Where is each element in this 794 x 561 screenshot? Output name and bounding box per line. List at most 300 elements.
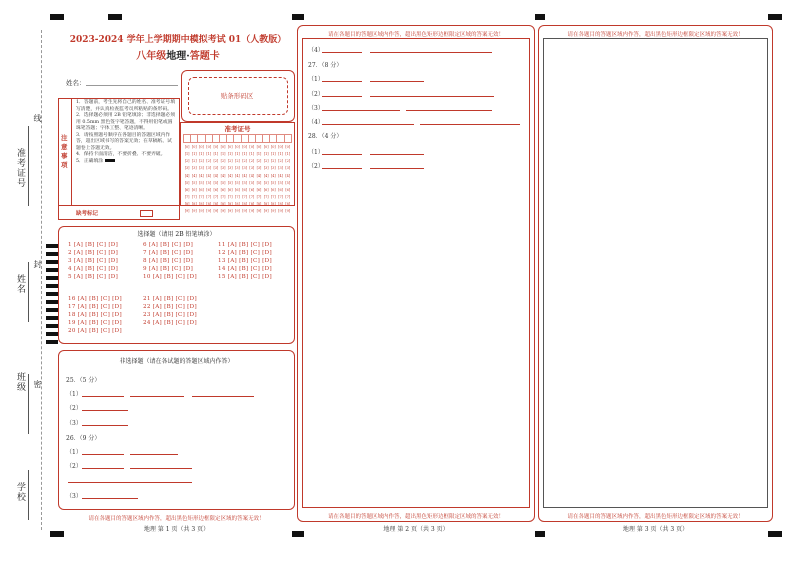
- exam-no-write-cell[interactable]: [284, 135, 291, 143]
- answer-line[interactable]: [370, 154, 424, 155]
- alignment-mark: [292, 14, 304, 20]
- answer-line[interactable]: [322, 154, 362, 155]
- exam-no-bubble[interactable]: [8]: [191, 202, 197, 207]
- exam-no-bubble[interactable]: [1]: [220, 151, 226, 156]
- choice-number: 8: [143, 258, 147, 264]
- exam-no-bubble[interactable]: [8]: [235, 202, 240, 207]
- timing-mark: [46, 340, 58, 344]
- exam-no-bubble[interactable]: [7]: [263, 195, 269, 200]
- exam-no-bubble[interactable]: [5]: [184, 180, 190, 185]
- sub-question-label: （3）: [66, 493, 82, 500]
- exam-no-bubble[interactable]: [6]: [199, 187, 204, 192]
- exam-no-bubble[interactable]: [4]: [256, 173, 262, 178]
- choice-options[interactable]: [A] [B] [C] [D]: [148, 250, 194, 256]
- exam-no-write-cell[interactable]: [234, 135, 241, 143]
- exam-no-bubble[interactable]: [2]: [199, 159, 204, 164]
- exam-no-bubble[interactable]: [0]: [249, 144, 255, 149]
- exam-no-bubble[interactable]: [3]: [184, 166, 190, 171]
- exam-no-bubble[interactable]: [7]: [227, 195, 233, 200]
- exam-no-bubble[interactable]: [6]: [235, 187, 240, 192]
- exam-no-write-cell[interactable]: [219, 135, 226, 143]
- exam-no-write-cell[interactable]: [241, 135, 248, 143]
- answer-frame[interactable]: [543, 38, 768, 508]
- exam-no-bubble[interactable]: [4]: [213, 173, 219, 178]
- exam-no-bubble[interactable]: [1]: [199, 151, 204, 156]
- exam-no-bubble[interactable]: [6]: [213, 187, 219, 192]
- exam-no-bubble[interactable]: [8]: [242, 202, 247, 207]
- grade-label: 八年级: [136, 51, 167, 62]
- exam-no-bubble[interactable]: [2]: [206, 159, 212, 164]
- exam-no-bubble[interactable]: [5]: [249, 180, 255, 185]
- exam-no-bubble[interactable]: [7]: [220, 195, 226, 200]
- side-label-school: 学校: [15, 482, 25, 502]
- answer-line[interactable]: [322, 52, 362, 53]
- exam-no-bubble[interactable]: [9]: [206, 209, 212, 214]
- choice-options[interactable]: [A] [B] [C] [D]: [148, 258, 194, 264]
- nonchoice-title: 非选择题（请在各试题的答题区域内作答）: [119, 358, 234, 365]
- exam-no-bubble[interactable]: [1]: [263, 151, 269, 156]
- subtitle-sep: ·: [186, 51, 190, 62]
- exam-no-bubble[interactable]: [0]: [191, 144, 197, 149]
- choice-item[interactable]: [68, 320, 122, 326]
- choice-options[interactable]: [A] [B] [C] [D]: [227, 242, 272, 248]
- exam-no-bubble[interactable]: [4]: [278, 173, 283, 178]
- exam-no-bubble[interactable]: [0]: [285, 144, 291, 149]
- exam-no-bubble[interactable]: [9]: [235, 209, 240, 214]
- exam-no-bubble[interactable]: [1]: [227, 151, 233, 156]
- exam-no-bubble[interactable]: [3]: [242, 166, 247, 171]
- exam-no-write-cell[interactable]: [277, 135, 284, 143]
- exam-no-bubble[interactable]: [8]: [199, 202, 204, 207]
- exam-no-write-cell[interactable]: [263, 135, 270, 143]
- exam-no-bubble[interactable]: [5]: [199, 180, 204, 185]
- exam-no-bubble[interactable]: [6]: [249, 187, 255, 192]
- exam-no-bubble[interactable]: [3]: [249, 166, 255, 171]
- exam-no-write-cell[interactable]: [212, 135, 219, 143]
- answer-line[interactable]: [322, 124, 414, 125]
- exam-no-bubble[interactable]: [2]: [242, 159, 247, 164]
- choice-options[interactable]: [A] [B] [C] [D]: [77, 312, 122, 318]
- choice-item[interactable]: [143, 266, 193, 272]
- choice-item[interactable]: [218, 274, 272, 280]
- exam-no-bubble[interactable]: [6]: [206, 187, 212, 192]
- choice-options[interactable]: [A] [B] [C] [D]: [77, 296, 122, 302]
- side-fill-line: [28, 262, 29, 322]
- exam-no-bubble[interactable]: [0]: [227, 144, 233, 149]
- choice-item[interactable]: [68, 328, 122, 334]
- exam-no-bubble[interactable]: [9]: [220, 209, 226, 214]
- exam-no-bubble[interactable]: [5]: [227, 180, 233, 185]
- absent-checkbox[interactable]: [140, 210, 153, 217]
- choice-options[interactable]: [A] [B] [C] [D]: [73, 266, 119, 272]
- exam-no-bubble[interactable]: [8]: [270, 202, 276, 207]
- exam-no-bubble[interactable]: [8]: [220, 202, 226, 207]
- exam-no-bubble[interactable]: [4]: [235, 173, 240, 178]
- choice-options[interactable]: [A] [B] [C] [D]: [227, 258, 272, 264]
- exam-no-bubble[interactable]: [2]: [191, 159, 197, 164]
- exam-no-bubble[interactable]: [7]: [191, 195, 197, 200]
- exam-no-bubble[interactable]: [6]: [191, 187, 197, 192]
- choice-grid[interactable]: [68, 242, 288, 340]
- exam-no-bubble[interactable]: [3]: [278, 166, 283, 171]
- exam-no-bubble[interactable]: [3]: [227, 166, 233, 171]
- answer-line[interactable]: [130, 468, 192, 469]
- timing-mark: [46, 276, 58, 280]
- exam-no-bubble[interactable]: [9]: [227, 209, 233, 214]
- card-label: 答题卡: [189, 51, 220, 62]
- exam-no-bubble[interactable]: [4]: [206, 173, 212, 178]
- notes-title: 注意事项: [61, 134, 68, 169]
- choice-item[interactable]: [143, 296, 197, 302]
- exam-no-write-cell[interactable]: [191, 135, 198, 143]
- exam-no-bubble[interactable]: [2]: [227, 159, 233, 164]
- choice-item[interactable]: [218, 258, 272, 264]
- exam-no-bubble[interactable]: [8]: [278, 202, 283, 207]
- sub-question-label: （1）: [308, 76, 324, 83]
- exam-no-bubble[interactable]: [5]: [242, 180, 247, 185]
- sub-question-label: （1）: [308, 149, 324, 156]
- exam-no-bubble[interactable]: [1]: [235, 151, 240, 156]
- exam-no-grid[interactable]: [183, 134, 292, 215]
- exam-no-write-cell[interactable]: [248, 135, 255, 143]
- exam-no-bubble[interactable]: [3]: [263, 166, 269, 171]
- answer-line[interactable]: [420, 124, 520, 125]
- sub-question-label: （2）: [308, 91, 324, 98]
- exam-no-bubble[interactable]: [7]: [256, 195, 262, 200]
- timing-mark: [46, 300, 58, 304]
- choice-item[interactable]: [143, 242, 193, 248]
- exam-no-bubble[interactable]: [4]: [242, 173, 247, 178]
- exam-no-bubble[interactable]: [6]: [184, 187, 190, 192]
- choice-options[interactable]: [A] [B] [C] [D]: [148, 242, 194, 248]
- exam-no-bubble[interactable]: [2]: [249, 159, 255, 164]
- choice-options[interactable]: [A] [B] [C] [D]: [227, 274, 272, 280]
- exam-no-bubble[interactable]: [6]: [220, 187, 226, 192]
- exam-no-bubble[interactable]: [0]: [270, 144, 276, 149]
- exam-no-bubble[interactable]: [3]: [191, 166, 197, 171]
- answer-line[interactable]: [322, 168, 362, 169]
- exam-no-bubble[interactable]: [4]: [249, 173, 255, 178]
- exam-no-bubble[interactable]: [8]: [227, 202, 233, 207]
- choice-item[interactable]: [68, 312, 122, 318]
- exam-no-bubble[interactable]: [6]: [227, 187, 233, 192]
- answer-line[interactable]: [322, 81, 362, 82]
- exam-no-bubble[interactable]: [7]: [278, 195, 283, 200]
- exam-no-bubble[interactable]: [3]: [199, 166, 204, 171]
- answer-line[interactable]: [82, 498, 138, 499]
- choice-number: 10: [143, 274, 151, 280]
- exam-no-bubble[interactable]: [5]: [256, 180, 262, 185]
- exam-no-bubble[interactable]: [4]: [220, 173, 226, 178]
- choice-item[interactable]: [68, 250, 118, 256]
- exam-no-bubble[interactable]: [4]: [227, 173, 233, 178]
- nonchoice-section: [58, 350, 295, 510]
- exam-no-bubble[interactable]: [7]: [184, 195, 190, 200]
- exam-no-bubble[interactable]: [7]: [242, 195, 247, 200]
- choice-item[interactable]: [143, 320, 197, 326]
- exam-no-bubble[interactable]: [0]: [242, 144, 247, 149]
- choice-item[interactable]: [218, 250, 272, 256]
- choice-number: 19: [68, 320, 76, 326]
- exam-no-write-cell[interactable]: [227, 135, 234, 143]
- answer-line[interactable]: [370, 81, 424, 82]
- exam-no-bubble[interactable]: [2]: [256, 159, 262, 164]
- choice-item[interactable]: [143, 250, 193, 256]
- exam-no-bubble[interactable]: [1]: [249, 151, 255, 156]
- exam-no-bubble[interactable]: [8]: [213, 202, 219, 207]
- page-subtitle: [58, 47, 298, 62]
- choice-options[interactable]: [A] [B] [C] [D]: [227, 250, 272, 256]
- question-28: 28．（4 分）: [308, 133, 343, 140]
- exam-no-bubble[interactable]: [9]: [270, 209, 276, 214]
- exam-no-bubble[interactable]: [9]: [199, 209, 204, 214]
- note-item: 2．选择题必须用 2B 铅笔填涂；非选择题必须用 0.5mm 黑色签字笔答题，不得用铅笔或圆珠笔答题；字体工整、笔迹清晰。: [76, 113, 176, 131]
- choice-number: 4: [68, 266, 72, 272]
- choice-item[interactable]: [68, 266, 118, 272]
- exam-no-bubble[interactable]: [2]: [285, 159, 291, 164]
- choice-number: 9: [143, 266, 147, 272]
- answer-frame: [302, 38, 530, 508]
- choice-options[interactable]: [A] [B] [C] [D]: [152, 296, 197, 302]
- exam-no-bubble[interactable]: [8]: [263, 202, 269, 207]
- choice-item[interactable]: [68, 274, 118, 280]
- exam-no-bubble[interactable]: [2]: [263, 159, 269, 164]
- exam-no-bubble[interactable]: [5]: [206, 180, 212, 185]
- exam-no-write-cell[interactable]: [270, 135, 277, 143]
- page-footer: 地理 第 2 页（共 3 页）: [383, 526, 449, 533]
- side-fill-line: [28, 374, 29, 434]
- exam-no-bubble[interactable]: [3]: [235, 166, 240, 171]
- answer-line[interactable]: [406, 110, 492, 111]
- exam-no-bubble[interactable]: [1]: [278, 151, 283, 156]
- exam-no-bubble[interactable]: [0]: [263, 144, 269, 149]
- exam-no-bubble[interactable]: [7]: [199, 195, 204, 200]
- choice-options[interactable]: [A] [B] [C] [D]: [148, 266, 194, 272]
- choice-number: 18: [68, 312, 76, 318]
- exam-no-bubble[interactable]: [5]: [285, 180, 291, 185]
- exam-no-bubble[interactable]: [4]: [184, 173, 190, 178]
- answer-line[interactable]: [82, 396, 124, 397]
- exam-no-bubble[interactable]: [7]: [213, 195, 219, 200]
- exam-no-bubble[interactable]: [2]: [213, 159, 219, 164]
- choice-number: 13: [218, 258, 226, 264]
- sub-question-label: （3）: [308, 105, 324, 112]
- choice-item[interactable]: [68, 258, 118, 264]
- exam-no-bubble[interactable]: [7]: [285, 195, 291, 200]
- sub-question-label: （4）: [308, 119, 324, 126]
- exam-no-bubble[interactable]: [6]: [256, 187, 262, 192]
- exam-no-bubble[interactable]: [8]: [249, 202, 255, 207]
- exam-no-bubble[interactable]: [1]: [242, 151, 247, 156]
- exam-no-bubble[interactable]: [7]: [206, 195, 212, 200]
- answer-line[interactable]: [82, 454, 124, 455]
- exam-no-bubble[interactable]: [3]: [213, 166, 219, 171]
- answer-line[interactable]: [82, 410, 128, 411]
- answer-line[interactable]: [192, 396, 254, 397]
- exam-no-bubble[interactable]: [9]: [256, 209, 262, 214]
- exam-no-bubble[interactable]: [0]: [199, 144, 204, 149]
- answer-line[interactable]: [130, 396, 184, 397]
- exam-no-bubble[interactable]: [5]: [263, 180, 269, 185]
- side-label-line: 线: [33, 114, 42, 123]
- exam-no-bubble[interactable]: [1]: [256, 151, 262, 156]
- exam-no-bubble[interactable]: [4]: [199, 173, 204, 178]
- choice-item[interactable]: [143, 312, 197, 318]
- choice-item[interactable]: [143, 274, 197, 280]
- answer-line[interactable]: [82, 468, 124, 469]
- exam-no-bubble[interactable]: [1]: [213, 151, 219, 156]
- name-field[interactable]: [86, 85, 178, 86]
- exam-no-bubble[interactable]: [2]: [235, 159, 240, 164]
- exam-no-bubble[interactable]: [1]: [285, 151, 291, 156]
- timing-mark: [46, 332, 58, 336]
- notes-list: [76, 100, 176, 165]
- binding-line: [41, 30, 42, 530]
- answer-line[interactable]: [322, 110, 400, 111]
- exam-no-bubble[interactable]: [1]: [206, 151, 212, 156]
- exam-no-bubble[interactable]: [0]: [206, 144, 212, 149]
- exam-no-bubble[interactable]: [0]: [278, 144, 283, 149]
- exam-no-bubble[interactable]: [5]: [191, 180, 197, 185]
- exam-no-bubble[interactable]: [9]: [263, 209, 269, 214]
- choice-item[interactable]: [218, 242, 272, 248]
- exam-no-bubble[interactable]: [6]: [278, 187, 283, 192]
- exam-no-bubble[interactable]: [7]: [249, 195, 255, 200]
- choice-options[interactable]: [A] [B] [C] [D]: [152, 320, 197, 326]
- exam-no-bubble[interactable]: [2]: [278, 159, 283, 164]
- answer-line[interactable]: [370, 96, 494, 97]
- alignment-mark: [50, 14, 64, 20]
- choice-options[interactable]: [A] [B] [C] [D]: [152, 312, 197, 318]
- choice-number: 3: [68, 258, 72, 264]
- exam-no-bubble[interactable]: [6]: [263, 187, 269, 192]
- exam-no-bubble[interactable]: [1]: [184, 151, 190, 156]
- exam-no-write-cell[interactable]: [198, 135, 205, 143]
- exam-no-bubble[interactable]: [4]: [285, 173, 291, 178]
- exam-no-bubble[interactable]: [8]: [184, 202, 190, 207]
- exam-no-bubble[interactable]: [4]: [270, 173, 276, 178]
- choice-item[interactable]: [68, 242, 118, 248]
- sub-question-label: （3）: [66, 420, 82, 427]
- exam-no-bubble[interactable]: [3]: [220, 166, 226, 171]
- sub-question-label: （2）: [66, 405, 82, 412]
- choice-item[interactable]: [143, 304, 197, 310]
- choice-number: 11: [218, 242, 226, 248]
- timing-mark: [46, 268, 58, 272]
- choice-item[interactable]: [68, 304, 122, 310]
- choice-item[interactable]: [143, 258, 193, 264]
- exam-no-bubble[interactable]: [4]: [263, 173, 269, 178]
- exam-no-bubble[interactable]: [3]: [285, 166, 291, 171]
- exam-no-bubble[interactable]: [0]: [213, 144, 219, 149]
- exam-no-bubble[interactable]: [6]: [270, 187, 276, 192]
- exam-no-bubble[interactable]: [3]: [206, 166, 212, 171]
- exam-no-bubble[interactable]: [8]: [285, 202, 291, 207]
- answer-line[interactable]: [82, 425, 128, 426]
- exam-no-bubble[interactable]: [9]: [191, 209, 197, 214]
- timing-mark: [46, 260, 58, 264]
- exam-no-bubble[interactable]: [5]: [278, 180, 283, 185]
- sub-question-label: （2）: [308, 163, 324, 170]
- exam-no-bubble[interactable]: [1]: [270, 151, 276, 156]
- answer-line[interactable]: [68, 482, 192, 483]
- exam-no-bubble[interactable]: [9]: [285, 209, 291, 214]
- choice-options[interactable]: [A] [B] [C] [D]: [77, 320, 122, 326]
- choice-options[interactable]: [A] [B] [C] [D]: [73, 242, 119, 248]
- exam-no-bubble[interactable]: [7]: [270, 195, 276, 200]
- exam-no-bubble[interactable]: [9]: [184, 209, 190, 214]
- choice-options[interactable]: [A] [B] [C] [D]: [227, 266, 272, 272]
- boundary-notice: 请在各题目的答题区域内作答，超出黑色矩形边框限定区域的答案无效！: [567, 514, 744, 520]
- choice-item[interactable]: [218, 266, 272, 272]
- exam-no-bubble[interactable]: [9]: [242, 209, 247, 214]
- choice-options[interactable]: [A] [B] [C] [D]: [73, 274, 119, 280]
- filled-sample-mark: [105, 159, 115, 162]
- exam-no-bubble[interactable]: [9]: [278, 209, 283, 214]
- note-item: 3．请按照题号顺序在各题目的答题区域内作答，超出区域书写的答案无效；在草稿纸、试题卷上答题无效。: [76, 132, 172, 151]
- choice-options[interactable]: [A] [B] [C] [D]: [73, 250, 119, 256]
- exam-no-write-cell[interactable]: [184, 135, 191, 143]
- answer-line[interactable]: [130, 454, 178, 455]
- exam-no-bubble[interactable]: [4]: [191, 173, 197, 178]
- exam-no-bubble[interactable]: [0]: [235, 144, 240, 149]
- exam-no-bubble[interactable]: [2]: [184, 159, 190, 164]
- answer-line[interactable]: [322, 96, 362, 97]
- timing-mark: [46, 292, 58, 296]
- exam-no-bubble[interactable]: [0]: [184, 144, 190, 149]
- exam-no-bubble[interactable]: [9]: [213, 209, 219, 214]
- exam-no-bubble[interactable]: [6]: [285, 187, 291, 192]
- choice-options[interactable]: [A] [B] [C] [D]: [152, 304, 197, 310]
- exam-no-bubble[interactable]: [1]: [191, 151, 197, 156]
- boundary-notice: 请在各题目的答题区域内作答，超出黑色矩形边框限定区域的答案无效！: [327, 32, 504, 38]
- exam-no-bubble[interactable]: [3]: [256, 166, 262, 171]
- note-item: 4．保持卡面清洁，不要折叠、不要弄破。: [76, 152, 166, 157]
- note-item: 5．正确填涂: [76, 158, 104, 164]
- exam-no-write-cell[interactable]: [205, 135, 212, 143]
- alignment-mark: [768, 14, 782, 20]
- exam-no-bubble[interactable]: [8]: [256, 202, 262, 207]
- choice-options[interactable]: [A] [B] [C] [D]: [73, 258, 119, 264]
- exam-no-bubble[interactable]: [5]: [220, 180, 226, 185]
- exam-no-bubble[interactable]: [6]: [242, 187, 247, 192]
- exam-no-bubble[interactable]: [3]: [270, 166, 276, 171]
- choice-number: 17: [68, 304, 76, 310]
- choice-options[interactable]: [A] [B] [C] [D]: [77, 304, 122, 310]
- exam-no-bubble[interactable]: [7]: [235, 195, 240, 200]
- choice-number: 15: [218, 274, 226, 280]
- exam-no-bubble[interactable]: [5]: [270, 180, 276, 185]
- answer-line[interactable]: [370, 52, 492, 53]
- answer-line[interactable]: [370, 168, 424, 169]
- exam-no-bubble[interactable]: [0]: [220, 144, 226, 149]
- sub-question-label: （2）: [66, 463, 82, 470]
- side-fill-line: [28, 126, 29, 206]
- choice-options[interactable]: [A] [B] [C] [D]: [152, 274, 197, 280]
- alignment-mark: [535, 14, 545, 20]
- choice-number: 1: [68, 242, 72, 248]
- exam-no-bubble[interactable]: [9]: [249, 209, 255, 214]
- choice-item[interactable]: [68, 296, 122, 302]
- exam-no-bubble[interactable]: [2]: [270, 159, 276, 164]
- exam-no-bubble[interactable]: [5]: [213, 180, 219, 185]
- choice-options[interactable]: [A] [B] [C] [D]: [77, 328, 122, 334]
- exam-no-bubble[interactable]: [2]: [220, 159, 226, 164]
- exam-no-bubble[interactable]: [5]: [235, 180, 240, 185]
- exam-no-bubble[interactable]: [8]: [206, 202, 212, 207]
- exam-no-bubble[interactable]: [0]: [256, 144, 262, 149]
- exam-no-write-cell[interactable]: [255, 135, 262, 143]
